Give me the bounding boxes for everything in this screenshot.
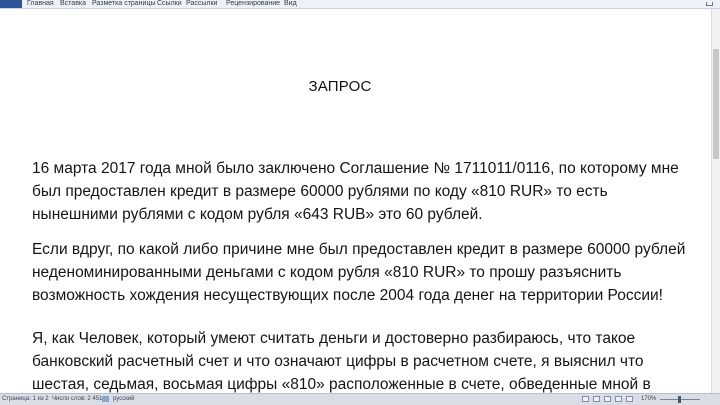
word-count[interactable]: Число слов: 2 451 [52,396,103,402]
status-bar [0,393,720,405]
draft-view-icon[interactable] [626,396,633,402]
text-line: банковский расчетный счет и что означают цифры в расчетном счете, я выяснил что [32,353,644,370]
tab-page-layout[interactable]: Разметка страницы [92,0,156,7]
zoom-level[interactable]: 170% [641,396,657,402]
ribbon-tab-strip [0,0,720,9]
print-layout-icon[interactable] [582,396,589,402]
document-page[interactable] [0,9,711,394]
language-indicator[interactable]: русский [113,396,135,402]
zoom-slider-thumb[interactable] [678,396,681,403]
text-line: Если вдруг, по какой либо причине мне был предоставлен кредит в размере 60000 рублей [32,241,686,258]
text-line: 16 марта 2017 года мной было заключено Соглашение № 1711011/0116, по которому мне [32,160,679,177]
paragraph-3 [32,327,682,394]
collapse-ribbon-icon[interactable] [704,0,714,8]
full-screen-reading-icon[interactable] [593,396,600,402]
text-line: неденоминированными деньгами с кодом рубля «810 RUR» то прошу разъяснить [32,264,622,281]
page-counter[interactable]: Страница: 1 из 2 [2,396,49,402]
tab-mailings[interactable]: Рассылки [186,0,218,7]
web-layout-icon[interactable] [604,396,611,402]
file-tab[interactable] [0,0,22,8]
scrollbar-thumb[interactable] [713,49,719,159]
paragraph-1 [32,157,682,226]
tab-review[interactable]: Рецензирование [226,0,281,7]
outline-view-icon[interactable] [615,396,622,402]
vertical-scrollbar[interactable] [711,9,720,394]
paragraph-2 [32,238,686,307]
proofing-icon[interactable] [102,396,109,402]
tab-references[interactable]: Ссылки [157,0,182,7]
text-line: возможность хождения несуществующих после 2004 года денег на территории России! [32,287,663,304]
tab-insert[interactable]: Вставка [60,0,87,7]
document-title: ЗАПРОС [308,78,372,95]
text-line: был предоставлен кредит в размере 60000 рублями по коду «810 RUR» то есть [32,183,608,200]
text-line: Я, как Человек, который умеют считать деньги и достоверно разбираюсь, что такое [32,330,636,347]
tab-view[interactable]: Вид [284,0,297,7]
text-line: шестая, седьмая, восьмая цифры «810» расположенные в счете, обведенные мной в [32,376,651,393]
tab-home[interactable]: Главная [27,0,54,7]
text-line: нынешними рублями с кодом рубля «643 RUB» это 60 рублей. [32,206,483,223]
